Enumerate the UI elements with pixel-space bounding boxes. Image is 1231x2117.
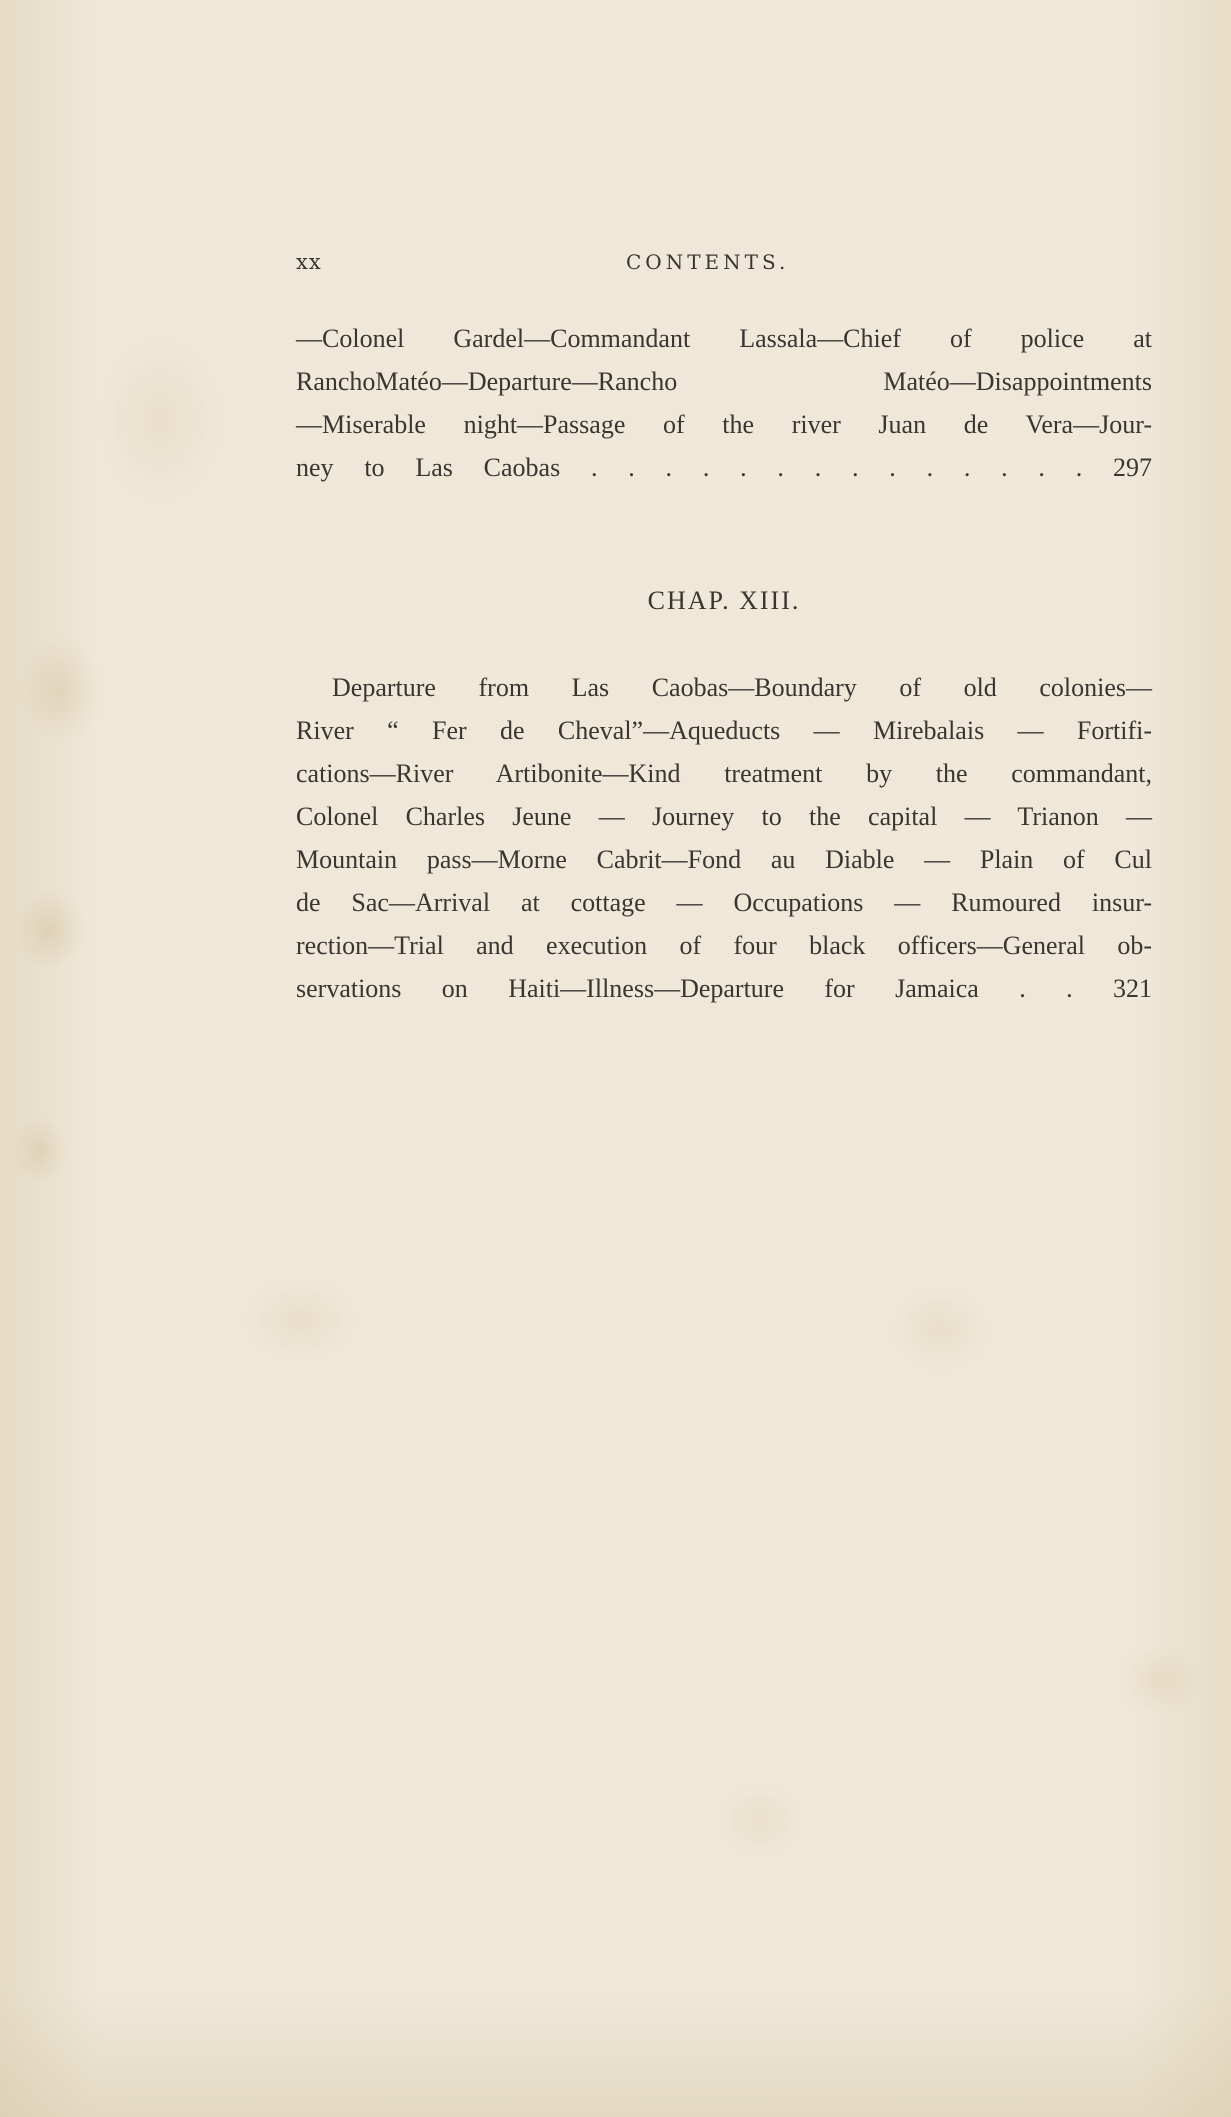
summary-line: —Colonel Gardel—Commandant Lassala—Chief of police at xyxy=(296,324,1152,353)
summary-line: RanchoMatéo—Departure—Rancho Matéo—Disappointments xyxy=(296,367,1152,396)
summary-line: Mountain pass—Morne Cabrit—Fond au Diable — Plain of Cul xyxy=(296,845,1152,874)
summary-line: River “ Fer de Cheval”—Aqueducts — Mirebalais — Fortifi- xyxy=(296,716,1152,745)
summary-line-with-page-ref: servations on Haiti—Illness—Departure for Jamaica . . 321 xyxy=(296,974,1152,1003)
chapter-13-summary xyxy=(296,666,1152,1010)
summary-line: —Miserable night—Passage of the river Juan de Vera—Jour- xyxy=(296,410,1152,439)
chapter-12-summary xyxy=(296,317,1152,489)
summary-line: Departure from Las Caobas—Boundary of old colonies— xyxy=(332,673,1152,702)
running-title: CONTENTS. xyxy=(626,250,790,274)
summary-line: Colonel Charles Jeune — Journey to the capital — Trianon — xyxy=(296,802,1152,831)
summary-line: cations—River Artibonite—Kind treatment by the commandant, xyxy=(296,759,1152,788)
chapter-heading: CHAP. XIII. xyxy=(647,586,801,615)
summary-line-with-page-ref: ney to Las Caobas . . . . . . . . . . . . . . 297 xyxy=(296,453,1152,482)
page-number: xx xyxy=(296,250,322,274)
running-head xyxy=(296,250,1152,280)
summary-line: de Sac—Arrival at cottage — Occupations — Rumoured insur- xyxy=(296,888,1152,917)
summary-line: rection—Trial and execution of four black officers—General ob- xyxy=(296,931,1152,960)
